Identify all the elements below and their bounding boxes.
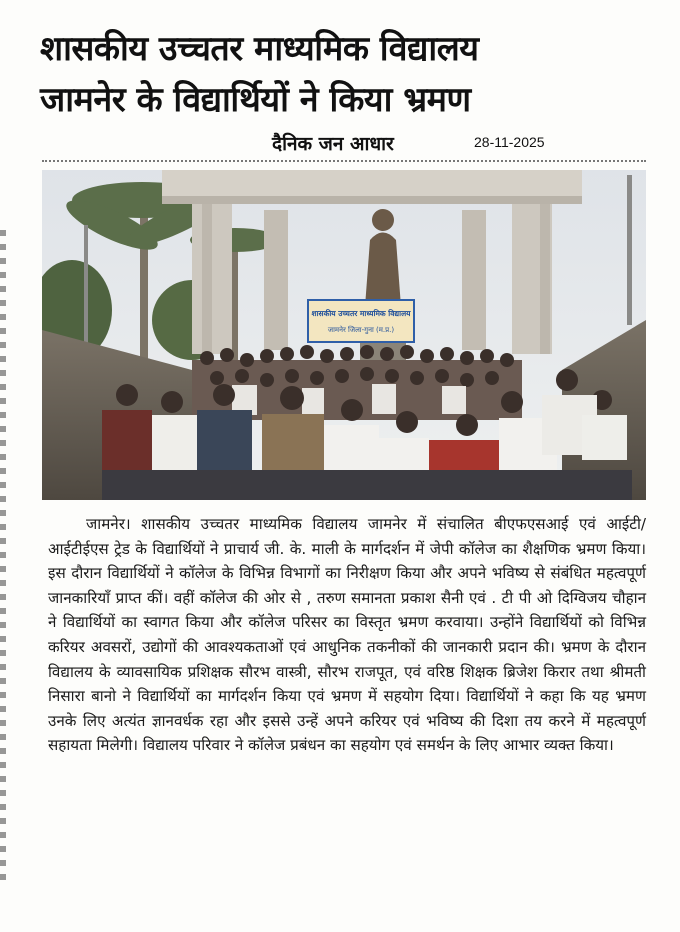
headline	[40, 24, 650, 126]
school-banner	[308, 300, 414, 342]
dotted-divider	[42, 160, 646, 162]
lamp-post-right	[627, 175, 632, 325]
headline-line-2: जामनेर के विद्यार्थियों ने किया भ्रमण	[40, 80, 471, 120]
publication-date: 28-11-2025	[474, 134, 545, 150]
group-photo-illustration	[42, 170, 646, 500]
publication-name: दैनिक जन आधार	[272, 133, 394, 155]
article-body	[48, 512, 646, 758]
page-edge-marks	[0, 230, 6, 880]
source-line	[0, 130, 680, 160]
headline-line-1: शासकीय उच्चतर माध्यमिक विद्यालय	[40, 29, 479, 69]
lamp-post-left	[84, 225, 88, 355]
group-photo	[42, 170, 646, 500]
banner-line-2: जामनेर जिला-गुना (म.प्र.)	[327, 326, 395, 334]
banner-line-1: शासकीय उच्चतर माध्यमिक विद्यालय	[311, 309, 411, 318]
article-paragraph: जामनेर। शासकीय उच्चतर माध्यमिक विद्यालय जामनेर में संचालित बीएफएसआई एवं आईटी/आईटीईएस ट्रेड के विद्यार्थियों ने प्राचार्य जी. के. माली के मार्गदर्शन में जेपी कॉलेज का शैक्षणिक भ्रमण किया। इस दौरान विद्यार्थियों ने कॉलेज के विभिन्न विभागों का निरीक्षण किया और अपने भविष्य से संबंधित महत्वपूर्ण जानकारियाँ प्राप्त कीं। वहीं कॉलेज की ओर से , तरुण समानता प्रकाश सैनी एवं . टी पी ओ दिग्विजय चौहान ने विद्यार्थियों का स्वागत किया और कॉलेज परिसर का विस्तृत भ्रमण करवाया। उन्होंने विद्यार्थियों को विभिन्न करियर अवसरों, उद्योगों की आवश्यकताओं एवं आधुनिक तकनीकों की जानकारी प्रदान की। भ्रमण के दौरान विद्यालय के व्यावसायिक प्रशिक्षक सौरभ वास्त्री, सौरभ राजपूत, एवं वरिष्ठ शिक्षक ब्रिजेश किरार तथा श्रीमती निसारा बानो ने विद्यार्थियों का मार्गदर्शन किया एवं भ्रमण में सहयोग दिया। विद्यार्थियों ने कहा कि यह भ्रमण उनके लिए अत्यंत ज्ञानवर्धक रहा और इससे उन्हें अपने करियर एवं भविष्य की दिशा तय करने में महत्वपूर्ण सहायता मिलेगी। विद्यालय परिवार ने कॉलेज प्रबंधन का सहयोग एवं समर्थन के लिए आभार व्यक्त किया।	[48, 515, 646, 755]
